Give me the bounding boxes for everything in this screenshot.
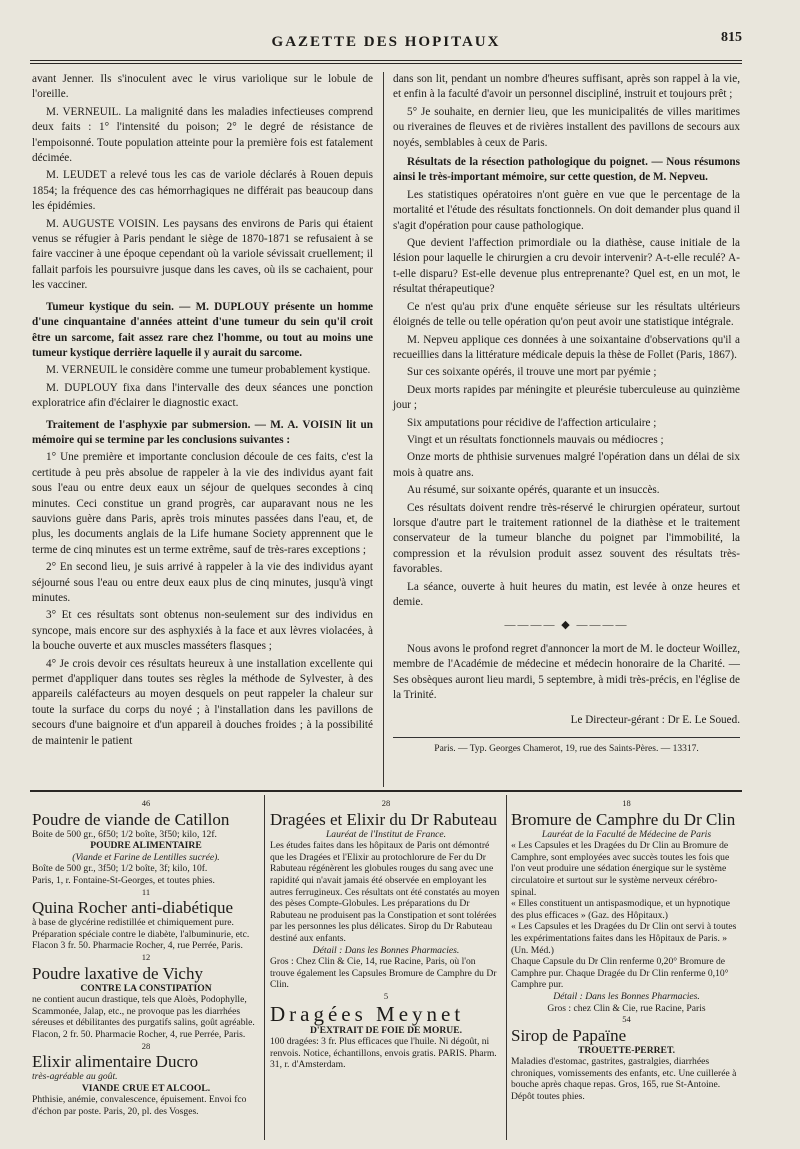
page-header — [30, 28, 742, 58]
paragraph: M. VERNEUIL. La malignité dans les maladies infectieuses comprend deux faits : 1° l'intensité du poison; 2° le degré de résistance de l'empoisonné. Toute population atteinte pour la première fois est fatalement décimée. — [32, 105, 373, 165]
ad-text: Paris, 1, r. Fontaine-St-Georges, et toutes phies. — [32, 874, 215, 886]
ad-text: Maladies d'estomac, gastrites, gastralgies, diarrhées chroniques, vomissements des enfants, etc. Une cuillerée à bouche après chaque repas. Gros, 165, rue St-Antoine. Dépôt toutes phies. — [511, 1056, 737, 1103]
paragraph: Que devient l'affection primordiale ou la diathèse, cause initiale de la lésion pour laquelle le chirurgien a cru devoir intervenir? A-t-elle reculé? A-t-elle disparu? Est-elle devenue plus entreprenante? Quel est, en un mot, le résultat thérapeutique? — [393, 237, 740, 296]
ad-side-note: très-agréable au goût. — [32, 1071, 118, 1083]
ad-text: à base de glycérine redistillée et chimiquement pure. Préparation spéciale contre le diabète, l'albuminurie, etc. Flacon 3 fr. 50. Pharmacie Rocher, 4, rue Perrée, Paris. — [32, 917, 250, 952]
paragraph: dans son lit, pendant un nombre d'heures suffisant, après son rappel à la vie, et enfin à la faculté d'avoir un personnel discipliné, instruit et toujours prêt ; — [393, 73, 740, 101]
ad-text: « Les Capsules et les Dragées du Dr Clin au Bromure de Camphre, sont employées avec succès toutes les fois que l'on veut produire une sédation énergique sur le système circulatoire et surtout sur le système nerveux cérébro-spinal. — [511, 840, 730, 898]
paragraph: 5° Je souhaite, en dernier lieu, que les municipalités de villes maritimes ou riveraines de fleuves et de rivières installent des pavillons de secours aux noyés, semblables à ceux de Paris. — [393, 105, 740, 149]
paragraph: Six amputations pour récidive de l'affection articulaire ; — [407, 416, 657, 429]
section-heading-paragraph: Tumeur kystique du sein. — M. DUPLOUY présente un homme d'une cinquantaine d'années atteint d'une tumeur du sein qu'il croit être un sarcome, fait assez rare chez l'homme, ou tout au moins une tumeur kystique derrière laquelle il y aurait du sarcome. — [32, 300, 373, 359]
ad-text: « Les Capsules et les Dragées du Dr Clin ont servi à toutes les expérimentations faites dans les Hôpitaux de Paris. » (Un. Méd.) — [511, 921, 737, 956]
paragraph: M. LEUDET a relevé tous les cas de variole déclarés à Rouen depuis 1854; la fréquence des cas hémorrhagiques ne différait pas beaucoup dans les épidémies. — [32, 169, 373, 213]
ads-column-2 — [270, 798, 502, 1143]
paragraph: Ce n'est qu'au prix d'une enquête sérieuse sur les résultats ultérieurs éloignés de telle ou telle opération qu'on peut avoir une statistique intégrale. — [393, 300, 740, 329]
ad-subtitle: D'EXTRAIT DE FOIE DE MORUE. — [309, 1024, 462, 1036]
paragraph: Ces résultats doivent rendre très-réservé le chirurgien opérateur, surtout lorsque d'autre part le traitement rationnel de la diathèse et le traitement conservateur de la tumeur blanche du poignet par l'immobilité, la compression et la révulsion produit assez souvent des résultats très-favorables. — [393, 501, 740, 576]
ad-text: Boîte de 500 gr., 3f50; 1/2 boîte, 3f; kilo, 10f. — [32, 863, 208, 875]
ad-text: 100 dragées: 3 fr. Plus efficaces que l'huile. Ni dégoût, ni renvois. Notice, échantillons, envois gratis. PARIS. Pharm. 31, r. d'Amsterdam. — [270, 1036, 497, 1071]
page-number: 815 — [721, 30, 742, 45]
ad-text: Phthisie, anémie, convalescence, épuisement. Envoi fco d'échon par poste. Paris, 20, pl. des Vosges. — [32, 1094, 247, 1117]
ad-number: 28 — [141, 1040, 151, 1051]
ad-detail: Détail : Dans les Bonnes Pharmacies. — [312, 944, 460, 956]
ad-wholesale: Gros : chez Clin & Cie, rue Racine, Paris — [547, 1002, 706, 1014]
paragraph: 2° En second lieu, je suis arrivé à rappeler à la vie des individus ayant séjourné sous l'eau ou entre deux eaux plus de cinq minutes, jusqu'à vingt minutes. — [32, 561, 373, 604]
ad-number: 5 — [383, 990, 389, 1001]
paragraph: avant Jenner. Ils s'inoculent avec le virus variolique sur le lobule de l'oreille. — [32, 73, 373, 101]
ad-number: 18 — [622, 798, 631, 808]
ad-subtitle: CONTRE LA CONSTIPATION — [80, 982, 212, 994]
ad-title-rabuteau: Dragées et Elixir du Dr Rabuteau — [270, 809, 498, 829]
ads-column-3 — [511, 798, 742, 1143]
ad-text: ne contient aucun drastique, tels que Aloès, Podophylle, Scammonée, Jalap, etc., ne provoque pas les diarrhées séreuses et débilitantes des purgatifs salins, goût agréable. Flacon, 2 fr. 50. Pharmacie Rocher, 4, rue Perrée, Paris. — [32, 994, 255, 1040]
ads-divider-1 — [264, 795, 265, 1140]
ad-side-note: TROUETTE-PERRET. — [577, 1044, 676, 1056]
ad-text: Boite de 500 gr., 6f50; 1/2 boîte, 3f50; kilo, 12f. — [32, 828, 217, 840]
ad-number: 46 — [141, 798, 151, 808]
column-divider — [383, 72, 384, 787]
ad-number: 54 — [622, 1014, 631, 1025]
paragraph: La séance, ouverte à huit heures du matin, est levée à onze heures et demie. — [393, 580, 740, 608]
ad-title-elixir-ducro: Elixir alimentaire Ducro — [32, 1052, 199, 1072]
paragraph: M. Nepveu applique ces données à une soixantaine d'observations qu'il a recueillies dans la littérature médicale depuis la thèse de Follet (Paris, 1867). — [393, 333, 740, 361]
paragraph: Deux morts rapides par méningite et pleurésie tuberculeuse au quinzième jour ; — [393, 383, 740, 412]
ad-number: 28 — [381, 798, 391, 808]
ads-top-rule — [30, 790, 742, 792]
printer-imprint: Paris. — Typ. Georges Chamerot, 19, rue des Saints-Pères. — 13317. — [393, 737, 740, 757]
obituary-paragraph: Nous avons le profond regret d'annoncer la mort de M. le docteur Woillez, membre de l'Académie de médecine et médecin honoraire de la Charité. — Ses obsèques auront lieu mardi, 5 septembre, à midi très-précis, en l'église de la Trinité. — [393, 642, 740, 702]
paragraph: M. DUPLOUY fixa dans l'intervalle des deux séances une ponction exploratrice afin d'éclairer le diagnostic exact. — [32, 381, 373, 410]
ad-subtitle: Lauréat de la Faculté de Médecine de Paris — [541, 828, 712, 840]
ad-wholesale: Gros : Chez Clin & Cie, 14, rue Racine, Paris, où l'on trouve également les Capsules Bromure de Camphre du Dr Clin. — [270, 956, 497, 991]
journal-title: GAZETTE DES HOPITAUX — [271, 34, 501, 50]
ad-subtitle: VIANDE CRUE ET ALCOOL. — [81, 1082, 211, 1094]
ad-text: « Elles constituent un antispasmodique, et un hypnotique des plus efficaces » (Gaz. des Hôpitaux.) — [511, 898, 731, 921]
ornament-divider: ———— ◆ ———— — [504, 619, 629, 632]
ads-divider-2 — [506, 795, 507, 1140]
right-article-column — [393, 72, 740, 757]
left-article-column — [32, 72, 373, 751]
ad-text: Chaque Capsule du Dr Clin renferme 0,20° Bromure de Camphre pur. Chaque Dragée du Dr Clin renferme 0,10° Camphre pur. — [511, 956, 729, 991]
ad-text: (Viande et Farine de Lentilles sucrée). — [72, 851, 220, 863]
paragraph: Vingt et un résultats fonctionnels mauvais ou médiocres ; — [407, 433, 664, 446]
section-heading-paragraph: Traitement de l'asphyxie par submersion. — M. A. VOISIN lit un mémoire qui se termine par les conclusions suivantes : — [32, 418, 373, 446]
ad-text: Les études faites dans les hôpitaux de Paris ont démontré que les Dragées et l'Elixir au protochlorure de Fer du Dr Rabuteau régénèrent les globules rouges du sang avec une rapidité qui n'avait jamais été observée en employant les autres ferrugineux. Ces résultats ont été constatés au moyen des pèses Compte-Globules. Les préparations du Dr Rabuteau ne produisent pas la Constipation et sont tolérées par les personnes les plus délicates. Sirop du Dr Rabuteau destiné aux enfants. — [270, 840, 500, 944]
paragraph: 1° Une première et importante conclusion découle de ces faits, c'est la certitude à peu près absolue de rappeler à la vie des individus ayant fait sous l'eau ou entre deux eaux un séjour de quelques secondes à cinq minutes. Ceci constitue un grand progrès, car auparavant nous ne les sauvions guère dans Paris, après trois minutes passées dans l'eau, et, de plus, les documents anglais de la Life humane Society apprennent que le terme de cinq minutes est un terme extrême, sauf de très-rares exceptions ; — [32, 451, 373, 556]
ad-number: 12 — [141, 951, 151, 962]
paragraph: 4° Je crois devoir ces résultats heureux à une installation excellente qui permet d'appliquer dans toutes ses règles la méthode de Sylvester, à des appareils caléfacteurs au moyen desquels on peut rappeler la chaleur sur toute la surface du corps du noyé ; à l'installation dans les pavillons de secours d'une baignoire et d'un appareil à douches froides ; à la possibilité de maintenir le patient — [32, 657, 373, 747]
paragraph: Les statistiques opératoires n'ont guère en vue que le percentage de la mortalité et l'étude des résultats fonctionnels. On doit demander plus quand il s'agit d'opération pour cause pathologique. — [393, 188, 740, 232]
paragraph: M. VERNEUIL le considère comme une tumeur probablement kystique. — [46, 364, 371, 377]
ad-title-catillon: Poudre de viande de Catillon — [32, 809, 230, 829]
paragraph: Au résumé, sur soixante opérés, quarante et un insuccès. — [407, 484, 660, 497]
paragraph: Sur ces soixante opérés, il trouve une mort par pyémie ; — [407, 366, 657, 379]
director-signature: Le Directeur-gérant : Dr E. Le Soued. — [570, 714, 740, 727]
ad-title-quina-rocher: Quina Rocher anti-diabétique — [32, 898, 234, 918]
ad-title-papaine: Sirop de Papaïne — [511, 1025, 627, 1045]
ad-subtitle: Lauréat de l'Institut de France. — [325, 828, 447, 840]
ad-title-bromure-clin: Bromure de Camphre du Dr Clin — [511, 809, 736, 829]
paragraph: 3° Et ces résultats sont obtenus non-seulement sur des individus en syncope, mais encore sur des asphyxiés à la face et aux lèvres violacées, à la bouche ouverte et aux muscles masséters flasques ; — [32, 609, 373, 653]
ad-title-poudre-laxative: Poudre laxative de Vichy — [32, 963, 203, 983]
ad-subtitle: POUDRE ALIMENTAIRE — [90, 840, 202, 852]
ads-column-1 — [32, 798, 260, 1143]
paragraph: M. AUGUSTE VOISIN. Les paysans des environs de Paris qui étaient venus se réfugier à Paris pendant le siège de 1870-1871 se refusaient à se faire vacciner à une époque cependant où la variole sévissait cruellement; il fallait parfois les poursuivre jusque dans les caves, où ils se cachaient, pour les vacciner. — [32, 217, 373, 292]
ad-detail: Détail : Dans les Bonnes Pharmacies. — [553, 990, 700, 1002]
header-rule-2 — [30, 63, 742, 64]
paragraph: Onze morts de phthisie survenues malgré l'opération dans un délai de six mois à quatre ans. — [393, 451, 740, 479]
header-rule — [30, 60, 742, 61]
ad-title-meynet: Dragées Meynet — [270, 1001, 465, 1026]
section-heading-paragraph: Résultats de la résection pathologique du poignet. — Nous résumons ainsi le très-important mémoire, sur cette question, de M. Nepveu. — [393, 156, 740, 184]
ad-number: 11 — [141, 886, 151, 897]
